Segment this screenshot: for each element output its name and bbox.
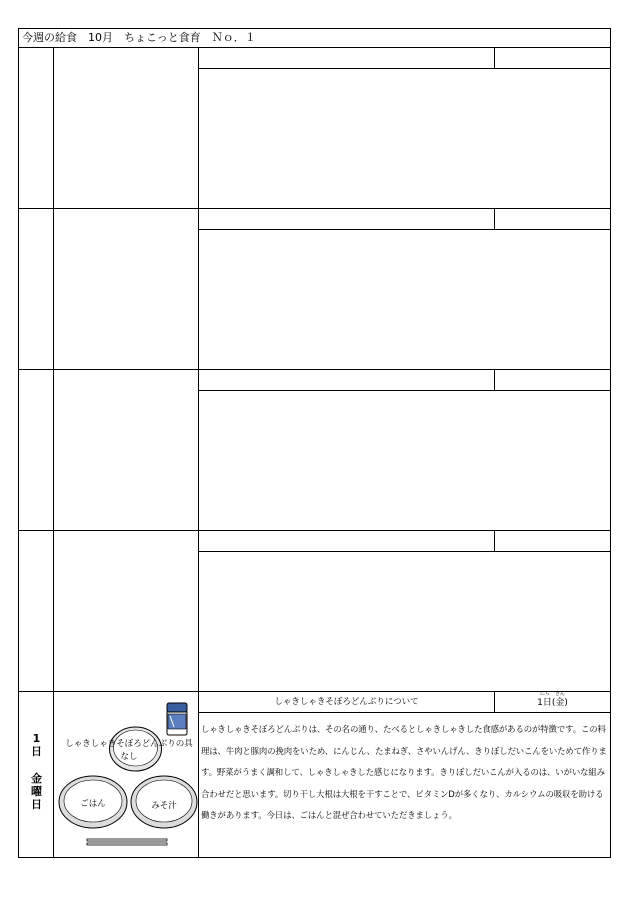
- day-number: 1: [32, 732, 41, 745]
- day-cell: [19, 370, 54, 530]
- day-cell: [19, 209, 54, 369]
- day-row-2: [19, 209, 610, 370]
- day-cell: [19, 692, 54, 858]
- topic-title: しゃきしゃきそぼろどんぶりについて: [274, 697, 419, 707]
- topic-header: [199, 48, 610, 69]
- main-dish-label: しゃきしゃきそぼろどんぶりの具: [65, 739, 193, 749]
- topic-header: [199, 531, 610, 552]
- date-label: 1日(金): [537, 698, 568, 708]
- day-cell: [19, 531, 54, 691]
- menu-picture-cell: [54, 531, 199, 691]
- day-unit: 日: [31, 745, 42, 758]
- day-cell: [19, 48, 54, 208]
- weekday-char-3: 日: [31, 798, 42, 811]
- menu-sheet: [18, 28, 611, 858]
- weekday-char-1: 金: [31, 772, 42, 785]
- topic-header: [199, 692, 610, 713]
- description-cell: [199, 391, 610, 530]
- description-cell: [199, 230, 610, 369]
- milk-jar-icon: [164, 702, 190, 736]
- day-row-4: [19, 531, 610, 692]
- day-row-1: [19, 48, 610, 209]
- weekday-char-2: 曜: [31, 785, 42, 798]
- day-row-friday: [19, 692, 610, 858]
- chopsticks-icon: [86, 838, 168, 846]
- milk-note-label: なし: [120, 752, 138, 762]
- page-title: 今週の給食 10月 ちょこっと食育 Ｎｏ．１: [19, 29, 610, 48]
- date-ruby: にち きん: [539, 691, 565, 697]
- soup-label: みそ汁: [151, 801, 177, 811]
- menu-picture-cell: [54, 370, 199, 530]
- day-row-3: [19, 370, 610, 531]
- rice-label: ごはん: [80, 799, 106, 809]
- topic-header: [199, 370, 610, 391]
- menu-picture-cell: [54, 209, 199, 369]
- topic-header: [199, 209, 610, 230]
- menu-picture-cell: [54, 48, 199, 208]
- description-text: しゃきしゃきそぼろどんぶりは、その名の通り、たべるとしゃきしゃきした食感があるのが特徴です。この料理は、牛肉と豚肉の挽肉をいため、にんじん、たまねぎ、さやいんげん、きりぼしだいこんをいためて作ります。野菜がうまく調和して、しゃきしゃきした感じになります。きりぼしだいこんが入るのは、いがいな組み合わせだと思います。切り干し大根は大根を干すことで、ビタミンDが多くなり、カルシウムの吸収を助ける働きがあります。今日は、ごはんと混ぜ合わせていただきましょう。: [201, 724, 607, 820]
- menu-picture-cell: [54, 692, 199, 858]
- description-cell: [199, 552, 610, 691]
- day-label: [19, 732, 54, 811]
- description-cell: [199, 69, 610, 208]
